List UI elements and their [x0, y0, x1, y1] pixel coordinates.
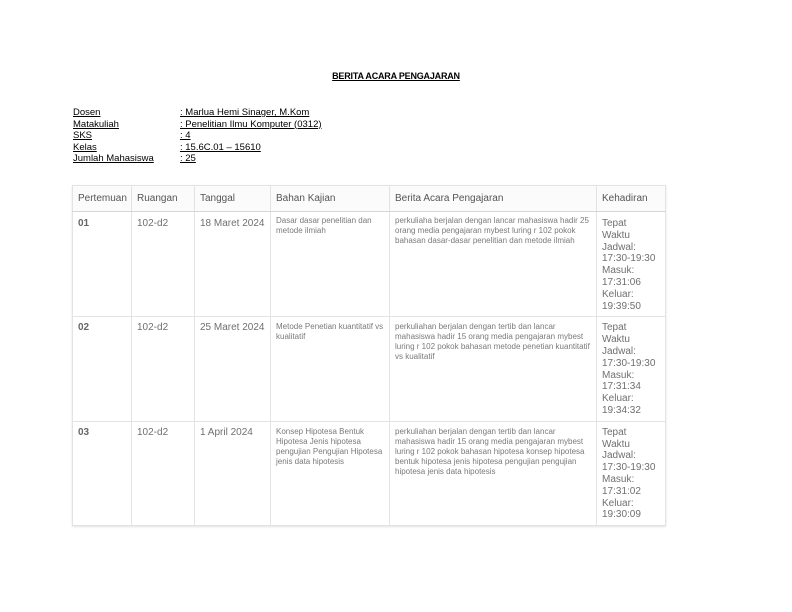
info-label: Jumlah Mahasiswa: [73, 153, 154, 164]
lecture-info: [73, 107, 322, 165]
cell-tanggal: 25 Maret 2024: [195, 317, 271, 421]
attendance-status-line: Waktu: [602, 334, 630, 346]
attendance-schedule-value: 17:30-19:30: [602, 253, 656, 265]
cell-bahan-kajian: Metode Penetian kuantitatif vs kualitatif: [271, 317, 390, 421]
attendance-schedule-label: Jadwal:: [602, 241, 636, 253]
info-value: : 25: [180, 153, 196, 164]
info-value: : Penelitian Ilmu Komputer (0312): [180, 118, 322, 130]
info-label: Matakuliah: [73, 118, 119, 130]
attendance-status-line: Tepat: [602, 426, 627, 438]
attendance-status-line: Tepat: [602, 218, 627, 229]
attendance-checkin-value: 17:31:34: [602, 381, 641, 393]
table-header-row: [73, 186, 666, 212]
attendance-checkin-value: 17:31:06: [602, 276, 641, 288]
cell-bahan-kajian: Dasar dasar penelitian dan metode ilmiah: [271, 212, 390, 317]
column-header-bahan-kajian: Bahan Kajian: [271, 186, 390, 212]
document-title: BERITA ACARA PENGAJARAN: [332, 71, 460, 81]
column-header-ruangan: Ruangan: [132, 186, 195, 212]
attendance-schedule-label: Jadwal:: [602, 345, 636, 357]
cell-berita-acara: perkuliahan berjalan dengan tertib dan lancar mahasiswa hadir 15 orang media pengajaran mybest luring r 102 pokok bahasan hipotesa konsep hipotesa bentuk hipotesa jenis hipotesa pengujian pengujian hipotesa jenis data hipotesis: [390, 421, 597, 525]
cell-kehadiran: [597, 212, 666, 317]
attendance-checkout-label: Keluar:: [602, 497, 634, 509]
cell-ruangan: 102-d2: [132, 317, 195, 421]
info-label: SKS: [73, 130, 93, 141]
info-label: Dosen: [73, 107, 101, 118]
attendance-checkout-label: Keluar:: [602, 393, 634, 405]
cell-berita-acara: perkuliaha berjalan dengan lancar mahasiswa hadir 25 orang media pengajaran mybest luring r 102 pokok bahasan dasar-dasar penelitian dan metode ilmiah: [390, 212, 597, 317]
attendance-checkin-label: Masuk:: [602, 473, 635, 485]
cell-bahan-kajian: Konsep Hipotesa Bentuk Hipotesa Jenis hipotesa pengujian Pengujian Hipotesa jenis data hipotesis: [271, 421, 390, 525]
column-header-kehadiran: Kehadiran: [597, 186, 666, 212]
column-header-tanggal: Tanggal: [195, 186, 271, 212]
attendance-schedule-label: Jadwal:: [602, 450, 636, 462]
attendance-checkout-value: 19:30:09: [602, 509, 641, 521]
cell-tanggal: 1 April 2024: [195, 421, 271, 525]
info-value: : 15.6C.01 – 15610: [180, 141, 261, 153]
cell-ruangan: 102-d2: [132, 421, 195, 525]
cell-kehadiran: [597, 421, 666, 525]
info-label: Kelas: [73, 141, 97, 153]
cell-pertemuan: 02: [73, 317, 132, 421]
teaching-log-table: [72, 185, 666, 526]
info-row-jumlah-mahasiswa: [73, 153, 322, 165]
column-header-berita-acara: Berita Acara Pengajaran: [390, 186, 597, 212]
attendance-status-line: Waktu: [602, 438, 630, 450]
attendance-checkin-value: 17:31:02: [602, 485, 641, 497]
cell-ruangan: 102-d2: [132, 212, 195, 317]
attendance-checkout-value: 19:34:32: [602, 404, 641, 416]
info-value: : 4: [180, 130, 191, 141]
table-row: [73, 421, 666, 525]
info-value: : Marlua Hemi Sinager, M.Kom: [180, 107, 310, 118]
column-header-pertemuan: Pertemuan: [73, 186, 132, 212]
attendance-checkout-label: Keluar:: [602, 288, 634, 300]
info-row-matakuliah: [73, 119, 322, 131]
info-row-kelas: [73, 142, 322, 154]
cell-kehadiran: [597, 317, 666, 421]
cell-pertemuan: 01: [73, 212, 132, 317]
cell-tanggal: 18 Maret 2024: [195, 212, 271, 317]
table-row: [73, 212, 666, 317]
attendance-schedule-value: 17:30-19:30: [602, 357, 656, 369]
info-row-sks: [73, 130, 322, 142]
cell-berita-acara: perkuliahan berjalan dengan tertib dan lancar mahasiswa hadir 15 orang media pengajaran mybest luring r 102 pokok bahasan metode penetian kuantitatif vs kualitatif: [390, 317, 597, 421]
attendance-schedule-value: 17:30-19:30: [602, 462, 656, 474]
attendance-checkin-label: Masuk:: [602, 369, 635, 381]
attendance-status-line: Tepat: [602, 322, 627, 334]
attendance-status-line: Waktu: [602, 229, 630, 241]
attendance-checkout-value: 19:39:50: [602, 300, 641, 312]
info-row-dosen: [73, 107, 322, 119]
table-row: [73, 317, 666, 421]
cell-pertemuan: 03: [73, 421, 132, 525]
attendance-checkin-label: Masuk:: [602, 265, 635, 277]
